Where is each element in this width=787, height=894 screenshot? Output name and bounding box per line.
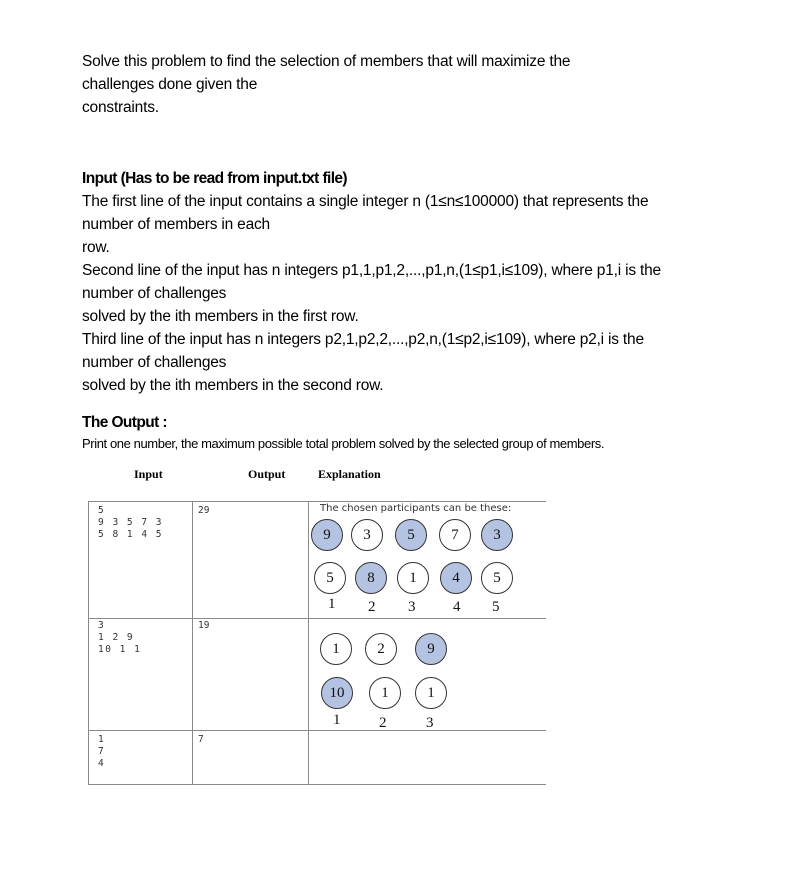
column-index: 2 [379, 715, 387, 731]
example-1-input [98, 505, 163, 541]
intro-paragraph [82, 50, 570, 119]
examples-table [88, 467, 546, 785]
table-divider [308, 501, 309, 785]
member-circle: 10 [321, 677, 353, 709]
table-divider [88, 730, 546, 731]
example-3-output: 7 [198, 734, 204, 745]
member-circle: 5 [314, 562, 346, 594]
member-circle: 5 [481, 562, 513, 594]
input-line: The first line of the input contains a single integer n (1≤n≤100000) that represents the [82, 193, 649, 210]
table-divider [88, 501, 546, 502]
example-2-output: 19 [198, 620, 210, 631]
column-index: 5 [492, 599, 500, 615]
input-line: number of challenges [82, 285, 227, 302]
input-line: number of members in each [82, 216, 270, 233]
output-description: Print one number, the maximum possible total problem solved by the selected group of members. [82, 436, 605, 451]
column-index: 4 [453, 599, 461, 615]
member-circle: 3 [481, 519, 513, 551]
input-line: 1 [98, 734, 104, 745]
header-input: Input [134, 467, 163, 481]
table-divider [192, 501, 193, 785]
input-line: 9 3 5 7 3 [98, 517, 163, 528]
column-index: 3 [426, 715, 434, 731]
input-line: 10 1 1 [98, 644, 142, 655]
table-divider [88, 501, 89, 785]
member-circle: 1 [369, 677, 401, 709]
column-index: 2 [368, 599, 376, 615]
intro-line-3: constraints. [82, 99, 159, 116]
input-line: 1 2 9 [98, 632, 135, 643]
input-line: 5 8 1 4 5 [98, 529, 163, 540]
member-circle: 4 [440, 562, 472, 594]
input-line: 3 [98, 620, 104, 631]
member-circle: 5 [395, 519, 427, 551]
output-section [82, 412, 604, 454]
header-output: Output [248, 467, 286, 481]
input-line: Second line of the input has n integers p1,1,p1,2,...,p1,n,(1≤p1,i≤109), where p1,i is the [82, 262, 661, 279]
member-circle: 3 [351, 519, 383, 551]
input-line: solved by the ith members in the first row. [82, 308, 359, 325]
example-2-input [98, 620, 141, 656]
output-heading: The Output : [82, 414, 167, 431]
table-divider [88, 618, 546, 619]
member-circle: 8 [355, 562, 387, 594]
table-divider [88, 784, 546, 785]
input-line: solved by the ith members in the second row. [82, 377, 384, 394]
member-circle: 1 [397, 562, 429, 594]
intro-line-2: challenges done given the [82, 76, 258, 93]
member-circle: 7 [439, 519, 471, 551]
input-line: number of challenges [82, 354, 227, 371]
input-section [82, 168, 661, 397]
input-line: row. [82, 239, 110, 256]
input-line: 7 [98, 746, 104, 757]
column-index: 1 [333, 712, 341, 728]
member-circle: 1 [415, 677, 447, 709]
column-index: 1 [328, 596, 336, 612]
member-circle: 9 [415, 633, 447, 665]
intro-line-1: Solve this problem to find the selection of members that will maximize the [82, 53, 571, 70]
column-index: 3 [408, 599, 416, 615]
example-1-output: 29 [198, 505, 210, 516]
input-line: 4 [98, 758, 104, 769]
header-explanation: Explanation [318, 467, 381, 481]
member-circle: 9 [311, 519, 343, 551]
input-line: Third line of the input has n integers p2,1,p2,2,...,p2,n,(1≤p2,i≤109), where p2,i is the [82, 331, 644, 348]
input-heading: Input (Has to be read from input.txt file) [82, 170, 347, 187]
input-line: 5 [98, 505, 104, 516]
example-3-input [98, 734, 104, 770]
member-circle: 2 [365, 633, 397, 665]
explanation-caption: The chosen participants can be these: [320, 503, 512, 514]
member-circle: 1 [320, 633, 352, 665]
